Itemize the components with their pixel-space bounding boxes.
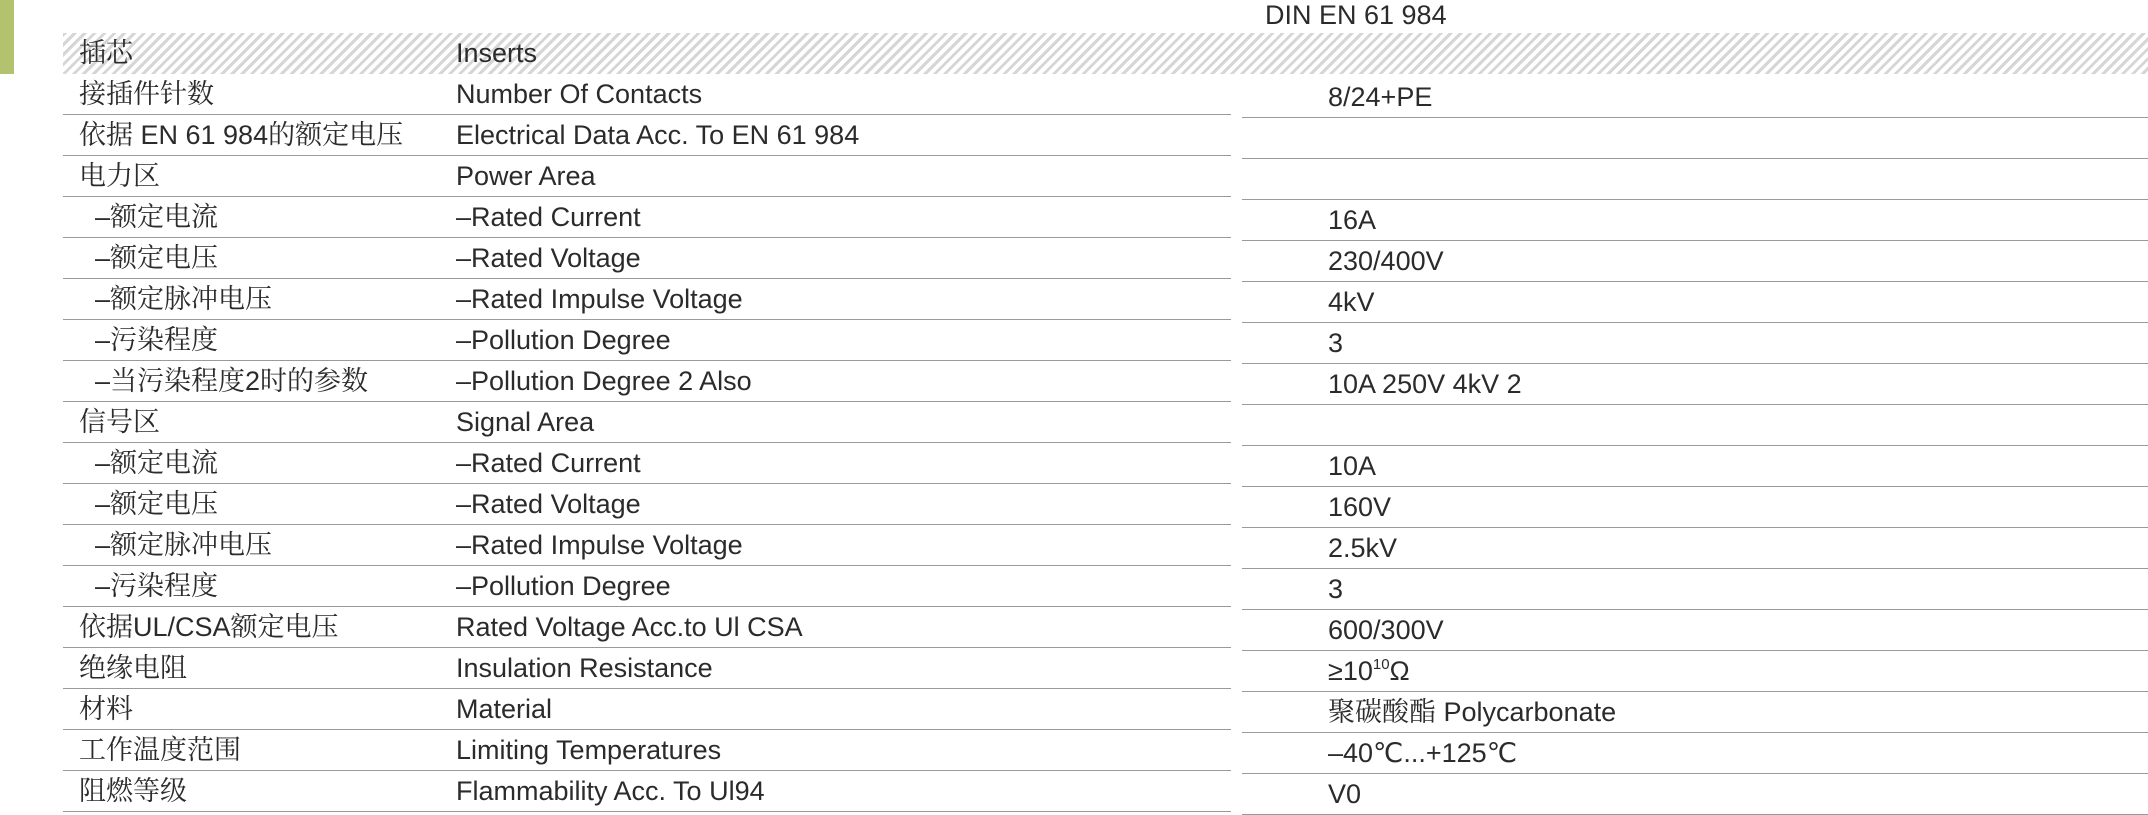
row-value: 3 bbox=[1328, 328, 1344, 358]
table-row bbox=[63, 197, 2148, 238]
row-label-cn: 电力区 bbox=[79, 161, 160, 191]
table-row bbox=[63, 648, 2148, 689]
row-value: 16A bbox=[1328, 205, 1377, 235]
row-value: –40℃...+125℃ bbox=[1328, 738, 1518, 768]
row-label-cn: 工作温度范围 bbox=[79, 735, 241, 765]
row-value bbox=[1328, 36, 2148, 77]
table-row-inserts bbox=[63, 33, 2148, 74]
row-value: 600/300V bbox=[1328, 615, 1444, 645]
table-row bbox=[63, 730, 2148, 771]
row-label-cn: 材料 bbox=[79, 694, 133, 724]
spec-table bbox=[63, 33, 2148, 812]
row-label-cn: 依据 EN 61 984的额定电压 bbox=[79, 120, 404, 150]
row-label-cn: 信号区 bbox=[79, 407, 160, 437]
table-row bbox=[63, 771, 2148, 812]
row-label-cn: 接插件针数 bbox=[79, 79, 214, 109]
row-label-en: Rated Voltage Acc.to Ul CSA bbox=[456, 612, 803, 642]
row-label-cn: –污染程度 bbox=[95, 325, 219, 355]
row-value: 3 bbox=[1328, 574, 1344, 604]
row-label-en: Power Area bbox=[456, 161, 596, 191]
row-label-en: –Rated Voltage bbox=[456, 243, 641, 273]
standard-header: DIN EN 61 984 bbox=[1265, 0, 1447, 30]
row-label-cn: –污染程度 bbox=[95, 571, 219, 601]
table-row bbox=[63, 689, 2148, 730]
row-label-cn: –额定电流 bbox=[95, 448, 219, 478]
row-label-en: –Pollution Degree 2 Also bbox=[456, 366, 752, 396]
row-value bbox=[1328, 159, 2148, 200]
row-label-en: –Rated Current bbox=[456, 448, 641, 478]
value-unit: Ω bbox=[1389, 656, 1410, 686]
table-row bbox=[63, 279, 2148, 320]
row-label-en: –Pollution Degree bbox=[456, 571, 671, 601]
row-label-en: Material bbox=[456, 694, 553, 724]
row-label-cn: –额定电压 bbox=[95, 243, 219, 273]
table-row bbox=[63, 402, 2148, 443]
row-label-cn: –额定电流 bbox=[95, 202, 219, 232]
row-label-cn: 依据UL/CSA额定电压 bbox=[79, 612, 339, 642]
row-label-en: Number Of Contacts bbox=[456, 79, 703, 109]
row-label-en: Insulation Resistance bbox=[456, 653, 713, 683]
row-label-cn: 绝缘电阻 bbox=[79, 653, 187, 683]
table-row bbox=[63, 74, 2148, 115]
row-value: 聚碳酸酯 Polycarbonate bbox=[1328, 697, 1617, 727]
row-label-cn: –额定脉冲电压 bbox=[95, 530, 273, 560]
value-exponent: 10 bbox=[1372, 656, 1390, 673]
row-label-en: –Rated Impulse Voltage bbox=[456, 530, 743, 560]
value-prefix: ≥10 bbox=[1328, 656, 1373, 686]
row-value: 2.5kV bbox=[1328, 533, 1398, 563]
table-row bbox=[63, 320, 2148, 361]
row-label-en: Inserts bbox=[456, 38, 538, 68]
table-row bbox=[63, 525, 2148, 566]
accent-bar bbox=[0, 0, 14, 74]
table-row bbox=[63, 115, 2148, 156]
row-label-en: –Rated Current bbox=[456, 202, 641, 232]
row-value: 230/400V bbox=[1328, 246, 1444, 276]
row-value bbox=[1328, 651, 2148, 692]
row-label-cn: –额定脉冲电压 bbox=[95, 284, 273, 314]
row-label-en: Signal Area bbox=[456, 407, 595, 437]
row-value: 10A bbox=[1328, 451, 1377, 481]
row-value: V0 bbox=[1328, 779, 1362, 809]
row-label-en: Electrical Data Acc. To EN 61 984 bbox=[456, 120, 860, 150]
table-row bbox=[63, 156, 2148, 197]
row-value: 10A 250V 4kV 2 bbox=[1328, 369, 1522, 399]
row-label-cn: –当污染程度2时的参数 bbox=[95, 366, 369, 396]
row-value bbox=[1328, 405, 2148, 446]
row-value bbox=[1328, 118, 2148, 159]
row-label-cn: 阻燃等级 bbox=[79, 776, 187, 806]
table-row bbox=[63, 238, 2148, 279]
table-row bbox=[63, 566, 2148, 607]
row-label-en: Flammability Acc. To Ul94 bbox=[456, 776, 765, 806]
row-label-en: –Rated Impulse Voltage bbox=[456, 284, 743, 314]
table-row bbox=[63, 607, 2148, 648]
row-label-cn: 插芯 bbox=[79, 38, 133, 68]
row-label-en: –Pollution Degree bbox=[456, 325, 671, 355]
row-label-en: Limiting Temperatures bbox=[456, 735, 722, 765]
row-label-en: –Rated Voltage bbox=[456, 489, 641, 519]
row-label-cn: –额定电压 bbox=[95, 489, 219, 519]
row-divider bbox=[63, 811, 1231, 812]
row-value: 160V bbox=[1328, 492, 1392, 522]
table-row bbox=[63, 361, 2148, 402]
table-row bbox=[63, 443, 2148, 484]
row-value: 4kV bbox=[1328, 287, 1375, 317]
table-row bbox=[63, 484, 2148, 525]
row-value: 8/24+PE bbox=[1328, 82, 1433, 112]
